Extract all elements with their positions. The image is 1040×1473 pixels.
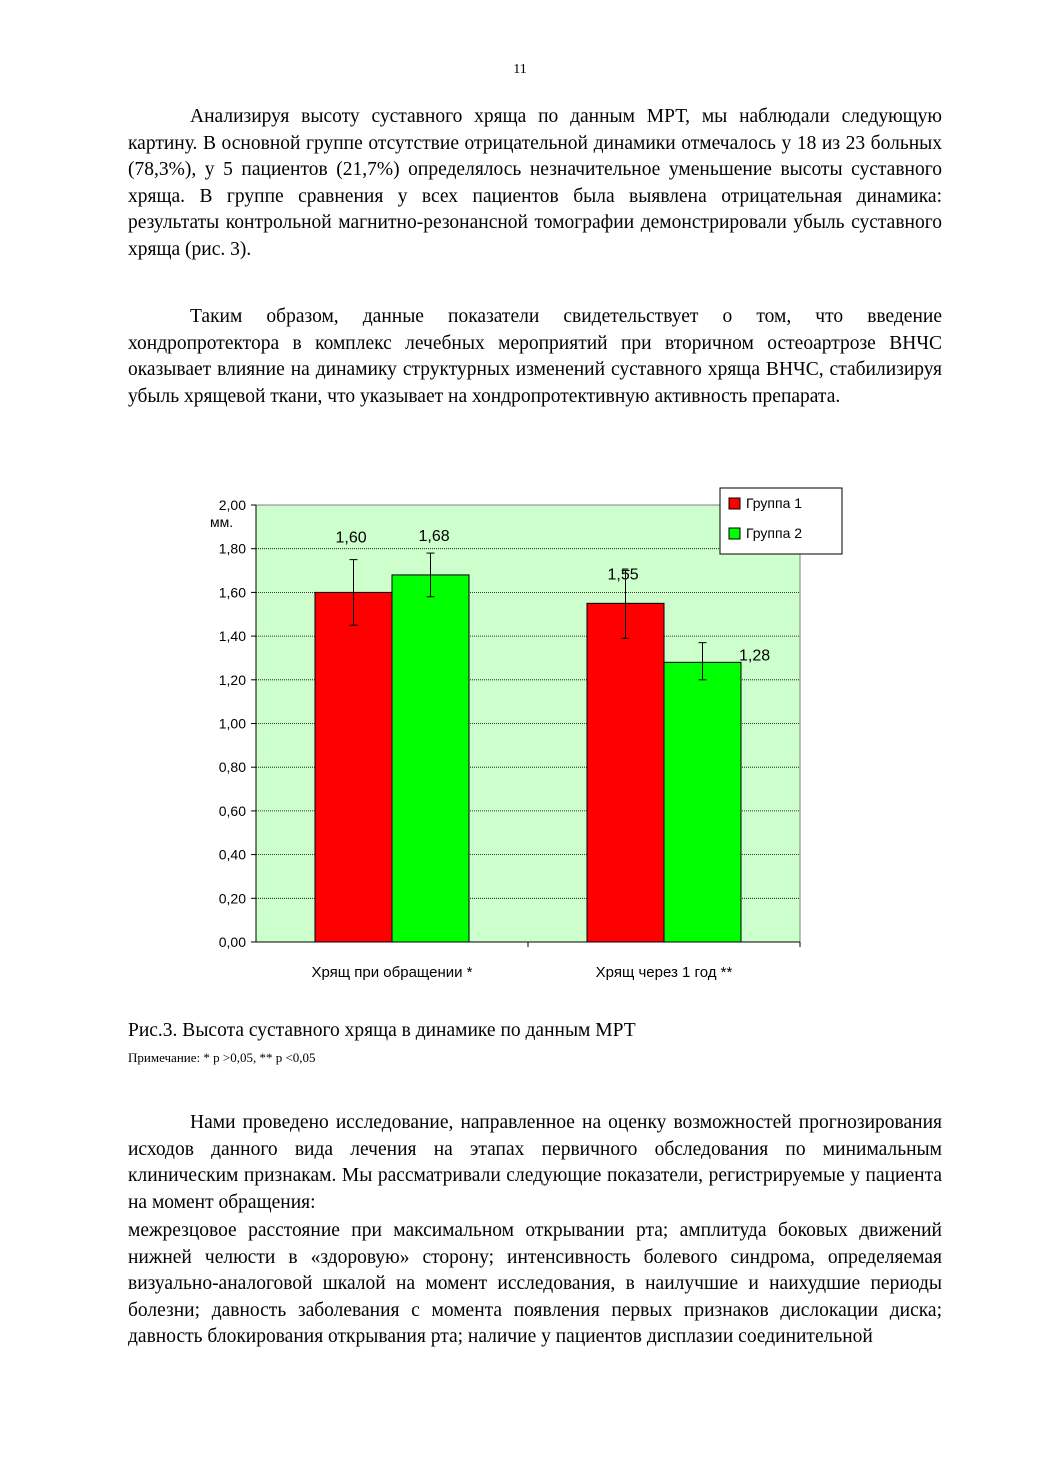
figure-note: Примечание: * р >0,05, ** р <0,05	[128, 1050, 316, 1065]
legend-swatch	[729, 498, 740, 509]
paragraph-3: Нами проведено исследование, направленное на оценку возможностей прогнозирования исходов данного вида лечения на этапах первичного обследования по минимальным клиническим признакам. Мы рассматривали следующие показатели, регистрируемые у пациента на момент обращения:	[128, 1112, 942, 1213]
x-tick-label: Хрящ через 1 год **	[595, 964, 733, 981]
data-label: 1,60	[335, 529, 367, 547]
page-number: 11	[513, 62, 527, 77]
y-axis-label: мм.	[210, 514, 234, 530]
figure-caption: Рис.3. Высота суставного хряща в динамике по данным МРТ	[128, 1020, 636, 1041]
y-tick-label: 0,00	[218, 934, 246, 950]
y-tick-label: 2,00	[218, 497, 246, 513]
paragraph-1: Анализируя высоту суставного хряща по данным МРТ, мы наблюдали следующую картину. В основной группе отсутствие отрицательной динамики отмечалось у 18 из 23 больных (78,3%), у 5 пациентов (21,7%) определялось незначительное уменьшение высоты суставного хряща. В группе сравнения у всех пациентов была выявлена отрицательная динамика: результаты контрольной магнитно-резонансной томографии демонстрировали убыль суставного хряща (рис. 3).	[128, 106, 942, 260]
bar-chart-svg	[190, 480, 870, 1000]
y-tick-label: 0,20	[218, 890, 246, 907]
bar	[664, 662, 741, 942]
y-tick-label: 1,00	[218, 715, 246, 732]
legend-label: Группа 2	[746, 525, 803, 541]
data-label: 1,28	[739, 647, 771, 665]
bar	[315, 592, 392, 942]
data-label: 1,68	[418, 527, 450, 545]
x-tick-label: Хрящ при обращении *	[311, 964, 473, 981]
legend-swatch	[729, 528, 740, 539]
y-tick-label: 0,40	[218, 846, 246, 863]
figure-3-chart	[190, 480, 870, 1000]
y-tick-label: 0,80	[218, 759, 246, 776]
y-tick-label: 1,80	[218, 540, 246, 557]
y-tick-label: 1,60	[218, 584, 246, 601]
paragraph-2: Таким образом, данные показатели свидетельствует о том, что введение хондропротектора в комплекс лечебных мероприятий при вторичном остеоартрозе ВНЧС оказывает влияние на динамику структурных изменений суставного хряща ВНЧС, стабилизируя убыль хрящевой ткани, что указывает на хондропротективную активность препарата.	[128, 306, 942, 407]
y-tick-label: 0,60	[218, 802, 246, 819]
y-tick-label: 1,20	[218, 671, 246, 688]
paragraph-4: межрезцовое расстояние при максимальном открывании рта; амплитуда боковых движений нижней челюсти в «здоровую» сторону; интенсивность болевого синдрома, определяемая визуально-аналоговой шкалой на момент исследования, в наилучшие и наихудшие периоды болезни; давность заболевания с момента появления первых признаков дислокации диска; давность блокирования открывания рта; наличие у пациентов дисплазии соединительной	[128, 1220, 942, 1347]
legend-label: Группа 1	[746, 495, 803, 511]
bar	[392, 575, 469, 942]
bar	[587, 603, 664, 942]
data-label: 1,55	[607, 566, 639, 584]
y-tick-label: 1,40	[218, 628, 246, 645]
